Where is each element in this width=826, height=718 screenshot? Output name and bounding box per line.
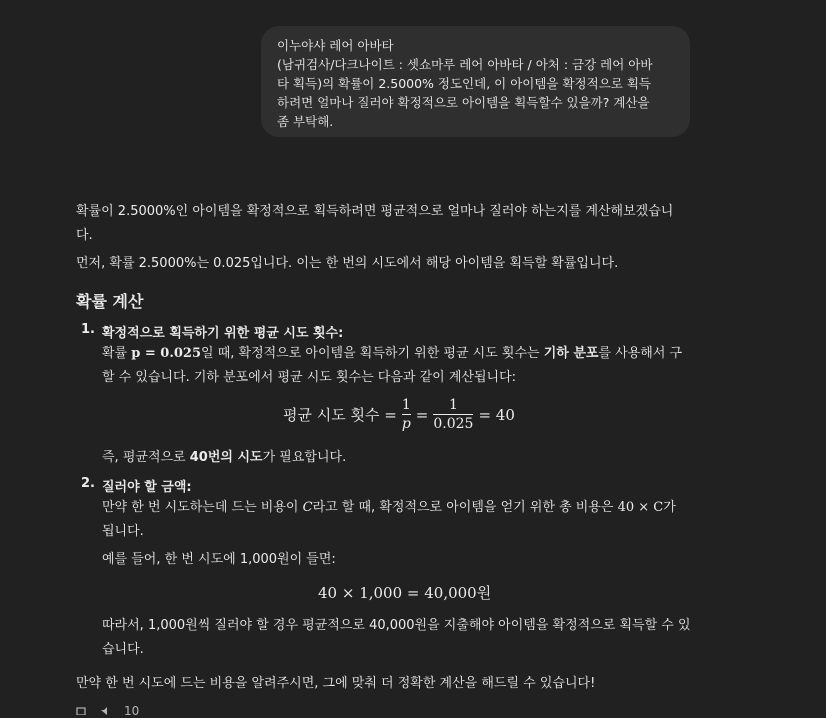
intro-paragraph: 먼저, 확률 2.5000%는 0.025입니다. 이는 한 번의 시도에서 해당 아이템을 획득할 확률입니다. — [76, 256, 619, 271]
list-item-title: 확정적으로 획득하기 위한 평균 시도 횟수: — [102, 326, 344, 341]
formula-rhs: = 40 — [478, 405, 515, 424]
list-item-body — [102, 496, 692, 544]
count-label: 10 — [124, 704, 140, 718]
fraction-denominator: 0.025 — [433, 416, 474, 432]
fraction-denominator: p — [401, 416, 411, 432]
list-item-conclusion: 따라서, 1,000원씩 질러야 할 경우 평균적으로 40,000원을 지출해야 아이템을 확정적으로 획득할 수 있습니다. — [102, 618, 691, 657]
user-message-bubble — [261, 26, 690, 137]
formula-mean-trials — [283, 396, 515, 433]
intro-paragraph: 확률이 2.5000%인 아이템을 확정적으로 획득하려면 평균적으로 얼마나 질러야 하는지를 계산해보겠습니다. — [76, 204, 674, 243]
body-text: 만약 한 번 시도하는데 드는 비용이 — [102, 500, 303, 515]
bold-term: 40번의 시도 — [189, 450, 263, 465]
example-text: 예를 들어, 한 번 시도에 1,000원이 들면: — [102, 552, 336, 567]
copy-icon[interactable] — [76, 704, 88, 718]
user-message-line: 하려면 얼마나 질러야 확정적으로 아이템을 획득할수 있을까? 계산을 — [277, 95, 650, 110]
user-message-line: 이누야샤 레어 아바타 — [277, 38, 394, 53]
bold-term: 기하 분포 — [543, 346, 599, 361]
fraction — [433, 396, 473, 433]
body-text: 를 사용해서 구할 수 있습니다. 기하 분포에서 평균 시도 횟수는 다음과 같이 계산됩니다: — [102, 346, 683, 385]
body-text: 확률 — [102, 346, 132, 361]
message-toolbar — [76, 704, 139, 718]
user-message-line: 좀 부탁해. — [277, 114, 334, 129]
equals: = — [415, 405, 429, 424]
user-message-line: 타 획득)의 확률이 2.5000% 정도인데, 이 아이템을 확정적으로 획득 — [277, 76, 651, 91]
list-item-title: 질러야 할 금액: — [102, 480, 192, 495]
formula-total-cost: 40 × 1,000 = 40,000원 — [318, 584, 492, 602]
math-inline: 40 × C — [617, 500, 664, 515]
list-item-conclusion — [102, 446, 692, 470]
fraction-numerator: 1 — [448, 397, 458, 413]
fraction — [402, 396, 411, 433]
list-number: 1. — [81, 322, 95, 337]
formula-lhs: 평균 시도 횟수 = — [283, 406, 397, 424]
body-text: 라고 할 때, 확정적으로 아이템을 얻기 위한 총 비용은 — [312, 500, 618, 515]
fraction-numerator: 1 — [401, 397, 411, 413]
math-inline: C — [302, 500, 313, 515]
list-item-body — [102, 342, 692, 390]
body-text: 즉, 평균적으로 — [102, 450, 190, 465]
user-message-line: (남귀검사/다크나이트 : 셋쇼마루 레어 아바타 / 아처 : 금강 레어 아바 — [277, 57, 653, 72]
math-inline: p = 0.025 — [131, 346, 201, 361]
assistant-intro — [76, 200, 688, 276]
body-text: 가 됩니다. — [102, 500, 676, 539]
closing-paragraph: 만약 한 번 시도에 드는 비용을 알려주시면, 그에 맞춰 더 정확한 계산을 해드릴 수 있습니다! — [76, 676, 596, 691]
body-text: 일 때, 확정적으로 아이템을 획득하기 위한 평균 시도 횟수는 — [201, 346, 544, 361]
speaker-icon[interactable] — [100, 704, 112, 718]
section-heading: 확률 계산 — [76, 292, 144, 311]
list-number: 2. — [81, 476, 95, 491]
body-text: 가 필요합니다. — [262, 450, 347, 465]
